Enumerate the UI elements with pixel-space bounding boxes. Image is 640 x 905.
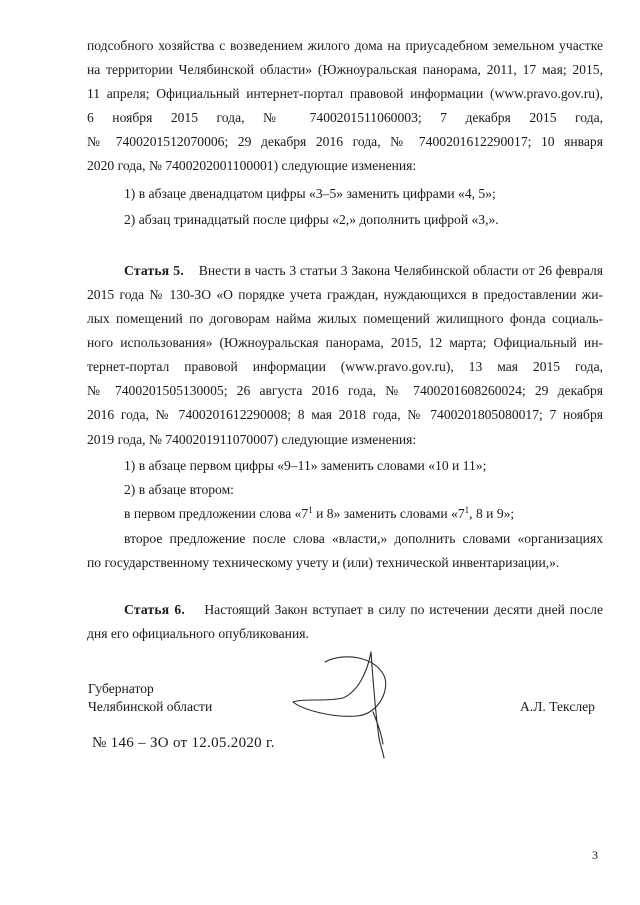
article-5-line-7: 2016 года, № 7400201612290008; 8 мая 2018 года, № 7400201805080017; 7 ноября [87,407,603,422]
article-5-line-5: тернет-портал правовой информации (www.pravo.gov.ru), 13 мая 2015 года, [87,359,603,374]
article-5-line-2: 2015 года № 130-ЗО «О порядке учета граждан, нуждающихся в предоставлении жи- [87,287,603,302]
article-5-line1-text: Внести в часть 3 статьи 3 Закона Челябинской области от 26 февраля [198,263,604,278]
article-6-line1-text: Настоящий Закон вступает в силу по истечении десяти дней после [204,602,603,617]
intro-line-5: № 7400201512070006; 29 декабря 2016 года, № 7400201612290017; 10 января [87,134,603,149]
intro-line-1: подсобного хозяйства с возведением жилого дома на приусадебном земельном участке [87,38,603,53]
article-5-subitem-2-line-1: второе предложение после слова «власти,» дополнить словами «организациях [124,531,603,546]
intro-line-2: на территории Челябинской области» (Южноуральская панорама, 2011, 17 мая; 2015, [87,62,603,77]
intro-item-1: 1) в абзаце двенадцатом цифры «3–5» заменить цифрами «4, 5»; [124,186,496,201]
article-5-item-2: 2) в абзаце втором: [124,482,234,497]
governor-title: Губернатор [88,681,154,696]
article-6-line-2: дня его официального опубликования. [87,626,309,641]
article-5-line-3: лых помещений по договорам найма жилых помещений жилищного фонда социаль- [87,311,603,326]
article-5-line-8: 2019 года, № 7400201911070007) следующие изменения: [87,432,417,447]
governor-region: Челябинской области [88,699,213,714]
subitem-1-part-b: и 8» заменить словами «7 [312,506,465,521]
superscript-1: 1 [308,505,313,515]
page-number: 3 [592,848,598,862]
subitem-1-part-c: , 8 и 9»; [469,506,515,521]
article-5-subitem-2-line-2: по государственному техническому учету и (или) технической инвентаризации,». [87,555,560,570]
article-5-line-4: ного использования» (Южноуральская панорама, 2015, 12 марта; Официальный ин- [87,335,603,350]
article-5-label: Статья 5. [124,263,184,278]
intro-line-4: 6 ноября 2015 года, № 7400201511060003; 7 декабря 2015 года, [87,110,603,125]
intro-line-6: 2020 года, № 7400202001100001) следующие изменения: [87,158,417,173]
decree-number: № 146 – ЗО от 12.05.2020 г. [92,735,275,751]
intro-line-3: 11 апреля; Официальный интернет-портал правовой информации (www.pravo.gov.ru), [87,86,603,101]
article-5-line-6: № 7400201505130005; 26 августа 2016 года, № 7400201608260024; 29 декабря [87,383,603,398]
article-6-first-line [87,598,603,622]
article-6-label: Статья 6. [124,602,185,617]
handwritten-signature [285,640,395,760]
intro-item-2: 2) абзац тринадцатый после цифры «2,» дополнить цифрой «3,». [124,212,499,227]
governor-name: А.Л. Текслер [520,699,595,714]
article-5-first-line [87,259,603,283]
article-5-subitem-1 [87,502,603,526]
subitem-1-part-a: в первом предложении слова «7 [124,506,309,521]
superscript-2: 1 [464,505,470,515]
article-5-item-1: 1) в абзаце первом цифры «9–11» заменить словами «10 и 11»; [124,458,487,473]
